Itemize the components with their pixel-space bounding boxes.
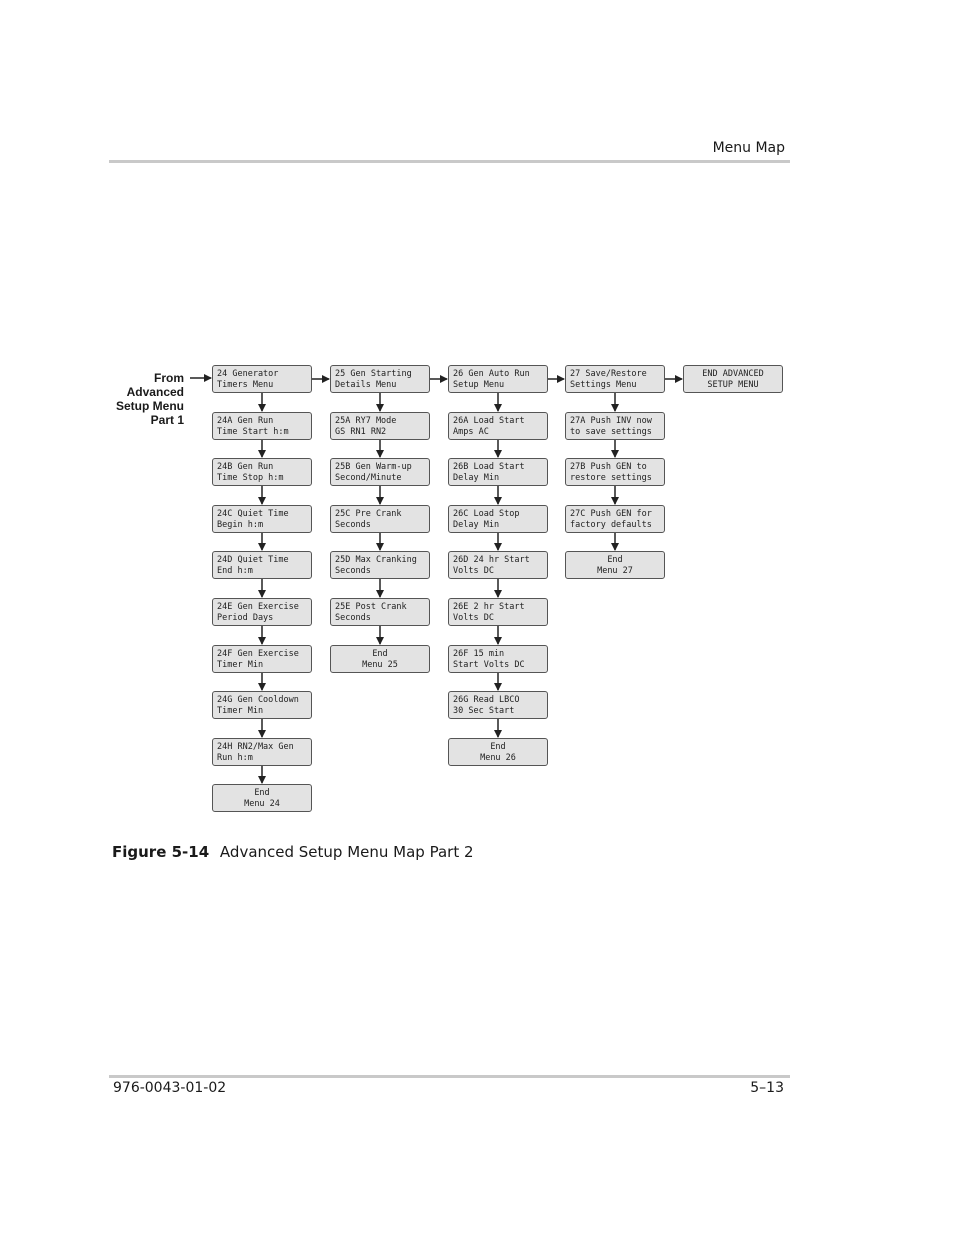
menu-box — [212, 365, 312, 393]
menu-box-line: GS RN1 RN2 — [335, 426, 387, 437]
menu-box-line: 26F 15 min — [453, 649, 505, 659]
menu-box — [448, 505, 548, 533]
menu-box-line: End — [490, 742, 506, 752]
menu-box-line: 26D 24 hr Start — [453, 555, 530, 565]
menu-box — [448, 738, 548, 766]
footer-page-number: 5–13 — [750, 1080, 784, 1096]
menu-box — [448, 458, 548, 486]
menu-box-line: End h:m — [217, 565, 253, 576]
menu-box-line: END ADVANCED — [702, 369, 764, 379]
from-label-line: Setup Menu — [116, 399, 184, 413]
menu-box — [448, 551, 548, 579]
menu-box — [448, 645, 548, 673]
menu-box-line: Second/Minute — [335, 472, 402, 483]
menu-box — [212, 458, 312, 486]
menu-box-line: Timer Min — [217, 659, 264, 670]
menu-box — [212, 505, 312, 533]
menu-box-line: Menu 24 — [244, 798, 280, 809]
menu-box-line: Details Menu — [335, 379, 397, 390]
from-label-line: Part 1 — [150, 413, 184, 427]
menu-box-line: Run h:m — [217, 752, 253, 763]
menu-box-line: Timer Min — [217, 705, 264, 716]
menu-box-line: 27 Save/Restore — [570, 369, 647, 379]
menu-box-line: 25E Post Crank — [335, 602, 407, 612]
menu-box — [330, 365, 430, 393]
menu-box — [330, 551, 430, 579]
menu-box-line: 27C Push GEN for — [570, 509, 652, 519]
menu-box — [212, 738, 312, 766]
menu-box-line: 26E 2 hr Start — [453, 602, 525, 612]
menu-box-line: 24H RN2/Max Gen — [217, 742, 294, 752]
menu-box-line: Delay Min — [453, 472, 500, 483]
menu-box-line: Period Days — [217, 612, 274, 623]
menu-box — [565, 365, 665, 393]
footer-doc-number: 976-0043-01-02 — [113, 1080, 227, 1096]
menu-box-line: End — [607, 555, 623, 565]
from-label-line: Advanced — [126, 385, 184, 399]
menu-box — [330, 645, 430, 673]
menu-box-line: Delay Min — [453, 519, 500, 530]
menu-box-line: 24F Gen Exercise — [217, 649, 299, 659]
menu-box-line: Start Volts DC — [453, 659, 525, 670]
menu-box-line: Seconds — [335, 565, 371, 576]
menu-box-line: 24D Quiet Time — [217, 555, 289, 565]
menu-box — [212, 784, 312, 812]
menu-box-line: End — [372, 649, 388, 659]
menu-box-line: 24C Quiet Time — [217, 509, 289, 519]
menu-box-line: 26 Gen Auto Run — [453, 369, 530, 379]
menu-box-line: restore settings — [570, 472, 652, 483]
page-header-title: Menu Map — [712, 140, 785, 156]
menu-box — [565, 551, 665, 579]
menu-box-line: Volts DC — [453, 612, 494, 623]
figure-title: Advanced Setup Menu Map Part 2 — [219, 843, 474, 861]
menu-box-line: Time Stop h:m — [217, 472, 284, 483]
menu-box — [330, 505, 430, 533]
menu-box — [330, 458, 430, 486]
menu-box-line: Menu 27 — [597, 565, 633, 576]
menu-box — [565, 458, 665, 486]
menu-box-line: Timers Menu — [217, 379, 274, 390]
menu-box-line: 27B Push GEN to — [570, 462, 647, 472]
menu-box — [448, 691, 548, 719]
menu-box-line: 25B Gen Warm-up — [335, 462, 412, 472]
figure-number: Figure 5-14 — [112, 843, 210, 861]
menu-box — [212, 598, 312, 626]
from-label-line: From — [154, 371, 184, 385]
menu-box-line: 24A Gen Run — [217, 416, 274, 426]
menu-box-line: 25 Gen Starting — [335, 369, 412, 379]
menu-box-line: Time Start h:m — [217, 426, 289, 437]
menu-box — [448, 365, 548, 393]
menu-box-line: to save settings — [570, 426, 652, 437]
menu-box — [448, 412, 548, 440]
menu-box-line: 26C Load Stop — [453, 509, 520, 519]
menu-box-line: 24 Generator — [217, 369, 279, 379]
menu-box — [212, 551, 312, 579]
menu-box-line: 25A RY7 Mode — [335, 416, 397, 426]
menu-box — [565, 412, 665, 440]
menu-box — [448, 598, 548, 626]
menu-box-line: Settings Menu — [570, 379, 637, 390]
figure-caption — [112, 843, 474, 861]
menu-box-line: SETUP MENU — [707, 379, 759, 390]
menu-box — [683, 365, 783, 393]
menu-box-line: 25D Max Cranking — [335, 555, 417, 565]
menu-box-line: Setup Menu — [453, 379, 505, 390]
menu-box-line: 26A Load Start — [453, 416, 525, 426]
menu-box-line: Menu 26 — [480, 752, 516, 763]
menu-box-line: 26G Read LBCO — [453, 695, 520, 705]
menu-box — [330, 412, 430, 440]
menu-box — [212, 412, 312, 440]
menu-box-line: 25C Pre Crank — [335, 509, 402, 519]
menu-box-line: factory defaults — [570, 519, 652, 530]
menu-box-line: Seconds — [335, 612, 371, 623]
menu-box — [330, 598, 430, 626]
menu-box-line: 24G Gen Cooldown — [217, 695, 299, 705]
menu-box-line: 27A Push INV now — [570, 416, 652, 426]
menu-box-line: Volts DC — [453, 565, 494, 576]
menu-box-line: Begin h:m — [217, 519, 264, 530]
menu-box-line: 24B Gen Run — [217, 462, 274, 472]
menu-box-line: 24E Gen Exercise — [217, 602, 299, 612]
footer-rule — [109, 1075, 790, 1078]
menu-box-line: Seconds — [335, 519, 371, 530]
menu-box — [212, 691, 312, 719]
menu-box — [212, 645, 312, 673]
menu-box-line: End — [254, 788, 270, 798]
menu-box — [565, 505, 665, 533]
menu-box-line: 26B Load Start — [453, 462, 525, 472]
menu-box-line: Amps AC — [453, 426, 489, 437]
menu-box-line: Menu 25 — [362, 659, 398, 670]
menu-box-line: 30 Sec Start — [453, 705, 515, 716]
